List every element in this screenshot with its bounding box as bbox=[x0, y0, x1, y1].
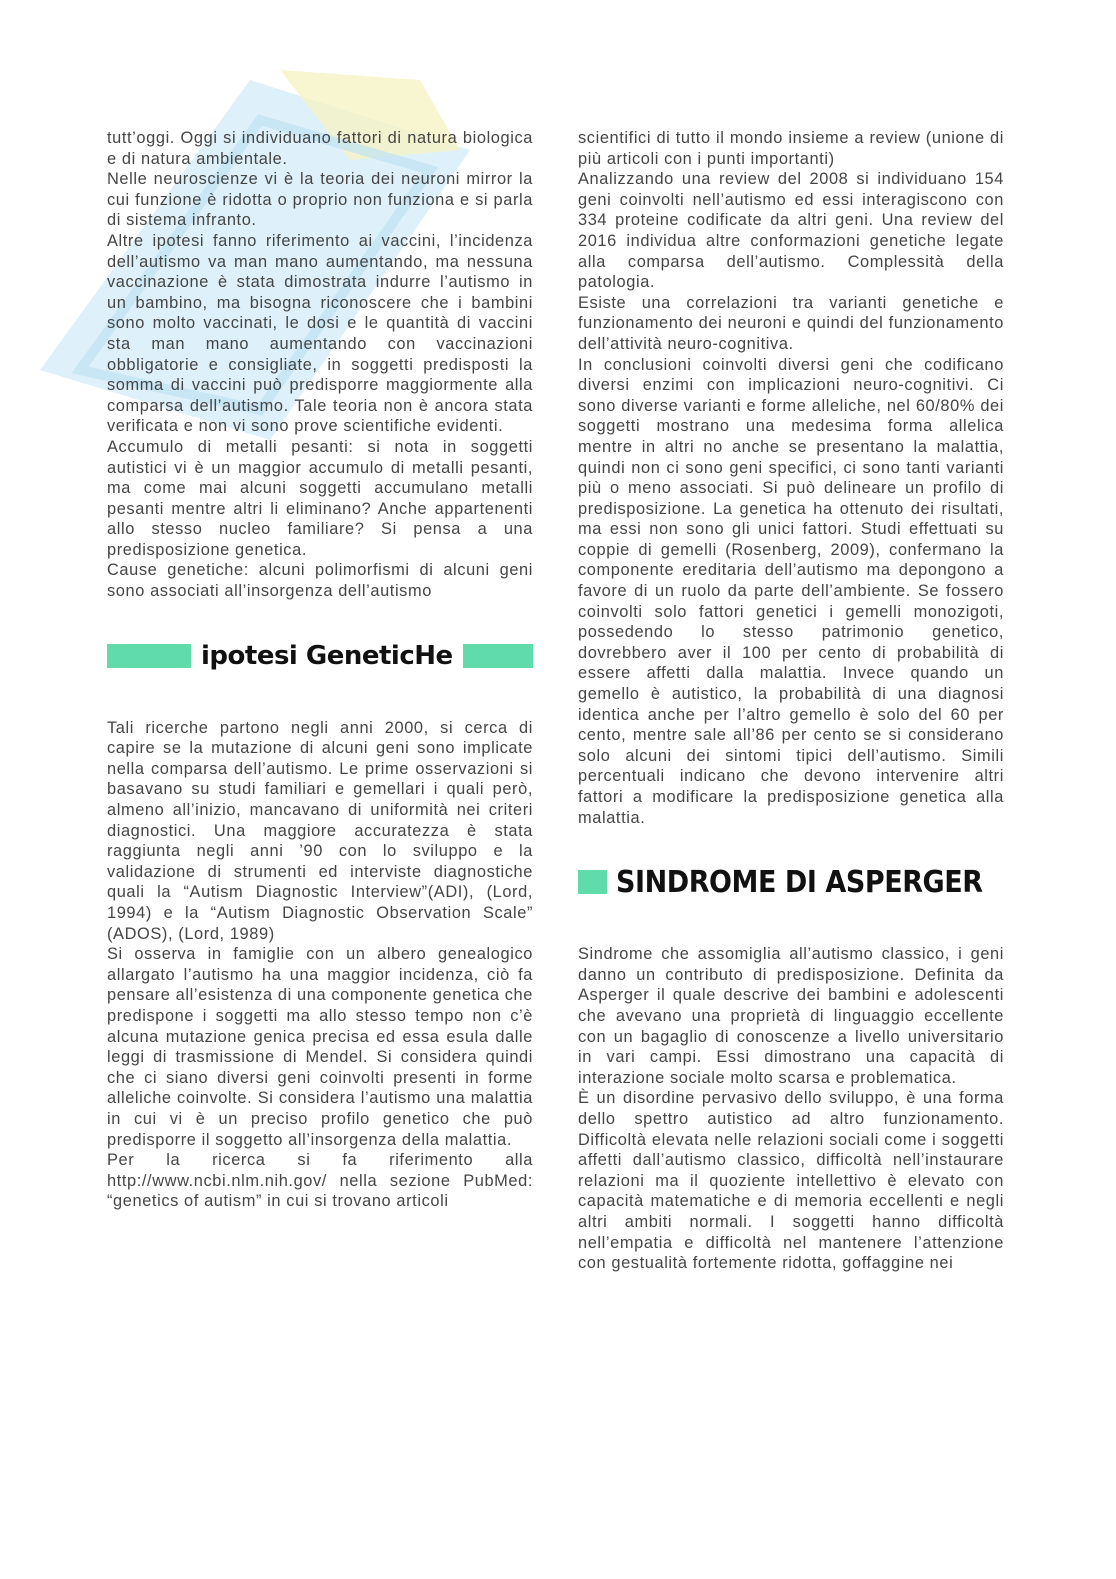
left-paragraph: tutt’oggi. Oggi si individuano fattori di natura biologica e di natura ambientale. bbox=[107, 129, 533, 168]
right-paragraph: Esiste una correlazioni tra varianti genetiche e funzionamento dei neuroni e quindi del funzionamento dell’attività neuro-cognitiva. bbox=[578, 293, 1004, 353]
left-paragraph: Cause genetiche: alcuni polimorfismi di alcuni geni sono associati all’insorgenza dell’autismo bbox=[107, 561, 533, 601]
left-paragraph: Nelle neuroscienze vi è la teoria dei neuroni mirror la cui funzione è ridotta o proprio non funziona e si parla di sistema infranto. bbox=[107, 170, 533, 230]
left-paragraph: Altre ipotesi fanno riferimento ai vaccini, l’incidenza dell’autismo va man mano aumentando, ma nessuna vaccinazione è stata dimostrata indurre l’autismo in un bambino, ma bisogna riconoscere che i bambini sono molto vaccinati, le dosi e le quantità di vaccini sta man mano aumentando con vaccinazioni obbligatorie e consigliate, in soggetti predisposti la somma di vaccini può predisporre maggiormente alla comparsa dell’autismo. Tale teoria non è ancora stata verificata e non vi sono prove scientifiche evidenti. bbox=[107, 231, 533, 436]
heading-accent-bar bbox=[578, 870, 607, 894]
heading-title: ipotesi GeneticHe bbox=[201, 640, 453, 671]
section-heading-asperger bbox=[578, 856, 1004, 908]
right-paragraph: Analizzando una review del 2008 si individuano 154 geni coinvolti nell’autismo ed essi interagiscono con 334 proteine codificate da altri geni. Una review del 2016 individua altre conformazioni genetiche legate alla comparsa dell’autismo. Complessità della patologia. bbox=[578, 170, 1004, 292]
section-heading-genetic bbox=[107, 630, 533, 682]
left-paragraph: Tali ricerche partono negli anni 2000, si cerca di capire se la mutazione di alcuni geni sono implicate nella comparsa dell’autismo. Le prime osservazioni si basavano su studi familiari e gemellari i quali però, almeno all’inizio, mancavano di uniformità nei criteri diagnostici. Una maggiore accuratezza è stata raggiunta negli anni ’90 con lo sviluppo e la validazione di strumenti ed interviste diagnostiche quali la “Autism Diagnostic Interview”(ADI), (Lord, 1994) e la “Autism Diagnostic Observation Scale” (ADOS), (Lord, 1989) bbox=[107, 718, 533, 943]
heading-accent-bar bbox=[463, 644, 533, 668]
left-paragraph: Per la ricerca si fa riferimento alla http://www.ncbi.nlm.nih.gov/ nella sezione PubMed: “genetics of autism” in cui si trovano articoli bbox=[107, 1151, 533, 1211]
left-paragraph: Si osserva in famiglie con un albero genealogico allargato l’autismo ha una maggior incidenza, ciò fa pensare all’esistenza di una componente genetica che predispone i soggetti ma allo stesso tempo non c’è alcuna mutazione genica precisa ed essa esula dalle leggi di trasmissione di Mendel. Si considera quindi che ci siano diversi geni coinvolti presenti in forme alleliche coinvolte. Si considera l’autismo una malattia in cui vi è un preciso profilo genetico che può predisporre il soggetto all’insorgenza della malattia. bbox=[107, 945, 533, 1149]
left-paragraph: Accumulo di metalli pesanti: si nota in soggetti autistici vi è un maggior accumulo di metalli pesanti, ma come mai alcuni soggetti accumulano metalli pesanti mentre altri li eliminano? Anche appartenenti allo stesso nucleo familiare? Si pensa a una predisposizione genetica. bbox=[107, 437, 533, 559]
right-paragraph: È un disordine pervasivo dello sviluppo, è una forma dello spettro autistico ad altro funzionamento. Difficoltà elevata nelle relazioni sociali come i soggetti affetti dall’autismo classico, difficoltà nell’instaurare relazioni ma il quoziente intellettivo è elevato con capacità matematiche e di memoria eccellenti e negli altri ambiti normali. I soggetti hanno difficoltà nell’empatia e difficoltà nel mantenere l’attenzione con gestualità fortemente ridotta, goffaggine nei bbox=[578, 1089, 1004, 1273]
right-paragraph: In conclusioni coinvolti diversi geni che codificano diversi enzimi con implicazioni neuro-cognitivi. Ci sono diverse varianti e forme alleliche, nel 60/80% dei soggetti mostrano una medesima forma allelica mentre in altri no anche se presentano la malattia, quindi non ci sono geni specifici, ci sono tanti varianti più o meno associati. Si può delineare un profilo di predisposizione. La genetica ha ottenuto dei risultati, ma essi non sono gli unici fattori. Studi effettuati su coppie di gemelli (Rosenberg, 2009), confermano la componente ereditaria dell’autismo ma depongono a favore di un ruolo da parte dell’ambiente. Se fossero coinvolti solo fattori genetici i gemelli monozigoti, possedendo lo stesso patrimonio genetico, dovrebbero aver il 100 per cento di probabilità di essere affetti dalla malattia. Invece quando un gemello è autistico, la probabilità di una diagnosi identica anche per l’altro gemello è solo del 60 per cento, mentre sale all’86 per cento se si considerano solo alcuni dei sintomi tipici dell’autismo. Simili percentuali indicano che devono intervenire altri fattori a modificare la predisposizione genetica alla malattia. bbox=[578, 355, 1004, 827]
heading-title: SINDROME DI ASPERGER bbox=[615, 864, 983, 900]
right-paragraph: Sindrome che assomiglia all’autismo classico, i geni danno un contributo di predisposizione. Definita da Asperger il quale descrive dei bambini e adolescenti che avevano una proprietà di linguaggio eccellente con un bagaglio di conoscenze a livello universitario in vari campi. Essi dimostrano una capacità di interazione sociale molto scarsa e problematica. bbox=[578, 945, 1004, 1087]
right-column bbox=[578, 128, 1004, 1274]
heading-accent-bar bbox=[107, 644, 191, 668]
left-column bbox=[107, 128, 533, 1212]
right-paragraph: scientifici di tutto il mondo insieme a review (unione di più articoli con i punti importanti) bbox=[578, 129, 1004, 168]
